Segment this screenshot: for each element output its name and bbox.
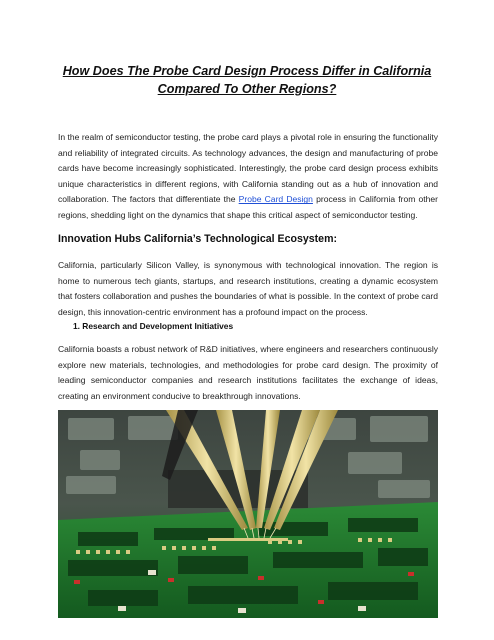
research-paragraph: California boasts a robust network of R&D initiatives, where engineers and researchers continuously explore new materials, technologies, and methodologies for probe card design. The proximity of leading semiconductor companies and research institutions facilitates the exchange of ideas, creating an environment conducive to breakthrough innovations. xyxy=(58,344,438,401)
intro-text-after-link: process in California from other regions, shedding light on the dynamics that shape this critical aspect of semiconductor testing. xyxy=(58,194,438,220)
probe-card-design-link[interactable]: Probe Card Design xyxy=(238,194,313,205)
probe-card-illustration xyxy=(58,410,438,618)
probe-card-photo xyxy=(58,410,438,618)
intro-paragraph xyxy=(58,130,438,224)
list-item-research: 1. Research and Development Initiatives xyxy=(73,321,234,331)
document-title: How Does The Probe Card Design Process Differ in California Compared To Other Regions? xyxy=(62,64,432,96)
section-paragraph: California, particularly Silicon Valley, is synonymous with technological innovation. The region is home to numerous tech giants, startups, and research institutions, creating a dynamic ecosystem that fosters collaboration and pushes the boundaries of what is possible. In the context of probe card design, this innovation-centric environment has a profound impact on the process. xyxy=(58,260,438,317)
intro-text-before-link: In the realm of semiconductor testing, the probe card plays a pivotal role in ensuring the functionality and reliability of integrated circuits. As technology advances, the design and manufacturing of probe cards have become increasingly sophisticated. Interestingly, the probe card design process exhibits unique characteristics in different regions, with California standing out as a hub of innovation and collaboration. The factors that differentiate the xyxy=(58,132,438,205)
section-heading: Innovation Hubs California’s Technological Ecosystem: xyxy=(58,233,338,245)
